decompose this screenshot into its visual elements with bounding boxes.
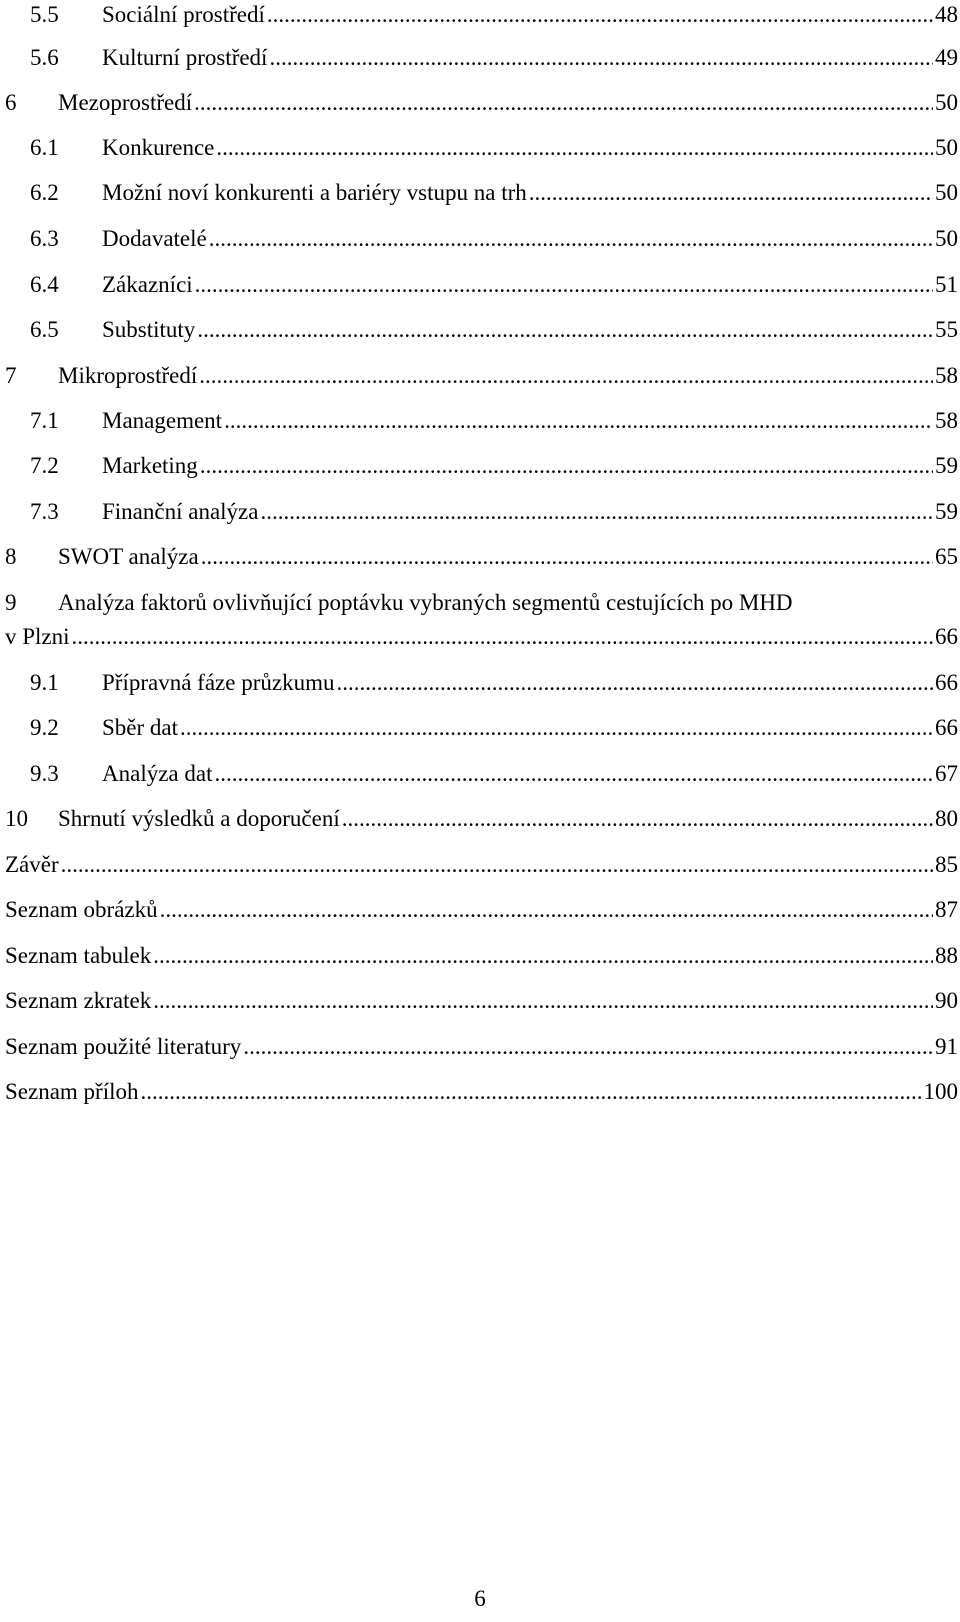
toc-entry[interactable] bbox=[0, 895, 960, 925]
toc-entry-page: 50 bbox=[935, 135, 958, 160]
toc-entry[interactable] bbox=[0, 315, 960, 345]
toc-leader-dots bbox=[153, 941, 933, 971]
toc-entry-number: 10 bbox=[5, 806, 28, 831]
toc-entry-page: 65 bbox=[935, 544, 958, 569]
toc-entry-wrapped[interactable] bbox=[0, 588, 960, 618]
toc-leader-dots bbox=[529, 178, 933, 208]
toc-entry-title: Dodavatelé bbox=[102, 226, 207, 251]
toc-leader-dots bbox=[267, 0, 933, 30]
toc-entry[interactable] bbox=[0, 88, 960, 118]
toc-entry-page: 88 bbox=[935, 943, 958, 968]
toc-entry-number: 9 bbox=[5, 590, 17, 615]
toc-entry-page: 66 bbox=[935, 670, 958, 695]
toc-entry-title: Management bbox=[102, 408, 223, 433]
toc-leader-dots bbox=[224, 406, 933, 436]
toc-entry-title: Marketing bbox=[102, 453, 198, 478]
toc-entry-page: 49 bbox=[935, 45, 958, 70]
toc-entry-number: 6.2 bbox=[30, 180, 59, 205]
toc-entry-number: 6 bbox=[5, 90, 17, 115]
toc-entry-page: 66 bbox=[935, 624, 958, 649]
toc-leader-dots bbox=[269, 43, 933, 73]
toc-leader-dots bbox=[194, 88, 933, 118]
toc-entry-page: 66 bbox=[935, 715, 958, 740]
toc-entry-page: 59 bbox=[935, 499, 958, 524]
toc-entry-number: 6.4 bbox=[30, 272, 59, 297]
toc-entry[interactable] bbox=[0, 759, 960, 789]
toc-entry[interactable] bbox=[0, 224, 960, 254]
toc-entry-page: 51 bbox=[935, 272, 958, 297]
toc-leader-dots bbox=[197, 315, 933, 345]
toc-entry-title: Seznam obrázků bbox=[5, 897, 158, 922]
toc-entry-page: 87 bbox=[935, 897, 958, 922]
toc-entry-title: Mikroprostředí bbox=[58, 363, 198, 388]
toc-entry-title: Zákazníci bbox=[102, 272, 193, 297]
toc-entry-page: 67 bbox=[935, 761, 958, 786]
toc-entry-number: 8 bbox=[5, 544, 17, 569]
toc-entry-page: 59 bbox=[935, 453, 958, 478]
toc-leader-dots bbox=[61, 850, 933, 880]
toc-entry-title: Přípravná fáze průzkumu bbox=[102, 670, 335, 695]
toc-entry-title: Seznam tabulek bbox=[5, 943, 152, 968]
toc-entry-page: 50 bbox=[935, 180, 958, 205]
toc-entry-page: 58 bbox=[935, 363, 958, 388]
toc-entry-page: 58 bbox=[935, 408, 958, 433]
toc-entry[interactable] bbox=[0, 406, 960, 436]
toc-entry-title: Závěr bbox=[5, 852, 59, 877]
toc-leader-dots bbox=[195, 270, 933, 300]
toc-entry-title: Sběr dat bbox=[102, 715, 179, 740]
toc-entry-page: 55 bbox=[935, 317, 958, 342]
toc-leader-dots bbox=[141, 1077, 922, 1107]
toc-entry[interactable] bbox=[0, 43, 960, 73]
toc-entry[interactable] bbox=[0, 0, 960, 30]
toc-leader-dots bbox=[214, 759, 933, 789]
toc-entry[interactable] bbox=[0, 668, 960, 698]
toc-entry-page: 85 bbox=[935, 852, 958, 877]
toc-entry-title: Sociální prostředí bbox=[102, 2, 265, 27]
toc-leader-dots bbox=[201, 542, 933, 572]
toc-entry[interactable] bbox=[0, 713, 960, 743]
toc-entry-title: Seznam použité literatury bbox=[5, 1034, 242, 1059]
toc-leader-dots bbox=[260, 497, 933, 527]
toc-entry-title: Seznam zkratek bbox=[5, 988, 152, 1013]
toc-leader-dots bbox=[72, 622, 933, 652]
toc-entry-number: 7 bbox=[5, 363, 17, 388]
toc-entry-number: 9.2 bbox=[30, 715, 59, 740]
toc-entry-title: Konkurence bbox=[102, 135, 215, 160]
toc-leader-dots bbox=[199, 361, 933, 391]
toc-entry-page: 50 bbox=[935, 90, 958, 115]
toc-entry-title: Seznam příloh bbox=[5, 1079, 139, 1104]
toc-entry-number: 6.1 bbox=[30, 135, 59, 160]
toc-leader-dots bbox=[336, 668, 933, 698]
toc-entry-number: 5.6 bbox=[30, 45, 59, 70]
toc-entry-title: Možní noví konkurenti a bariéry vstupu na trh bbox=[102, 180, 527, 205]
toc-entry-title-line2: v Plzni bbox=[5, 624, 70, 649]
toc-leader-dots bbox=[342, 804, 933, 834]
toc-entry[interactable] bbox=[0, 1077, 960, 1107]
toc-entry-title: Kulturní prostředí bbox=[102, 45, 268, 70]
toc-entry[interactable] bbox=[0, 178, 960, 208]
toc-entry-continuation[interactable] bbox=[0, 622, 960, 652]
toc-leader-dots bbox=[180, 713, 933, 743]
toc-entry-number: 6.3 bbox=[30, 226, 59, 251]
toc-entry-page: 50 bbox=[935, 226, 958, 251]
toc-entry-title: Substituty bbox=[102, 317, 196, 342]
toc-entry-title: Shrnutí výsledků a doporučení bbox=[58, 806, 340, 831]
toc-entry-title: Mezoprostředí bbox=[58, 90, 193, 115]
toc-entry[interactable] bbox=[0, 497, 960, 527]
toc-entry-number: 9.3 bbox=[30, 761, 59, 786]
toc-entry-page: 91 bbox=[935, 1034, 958, 1059]
toc-entry[interactable] bbox=[0, 1032, 960, 1062]
toc-entry-number: 6.5 bbox=[30, 317, 59, 342]
toc-entry-title-line1: Analýza faktorů ovlivňující poptávku vybraných segmentů cestujících po MHD bbox=[58, 590, 793, 615]
toc-entry-page: 90 bbox=[935, 988, 958, 1013]
toc-leader-dots bbox=[216, 133, 933, 163]
toc-entry-title: Analýza dat bbox=[102, 761, 213, 786]
toc-leader-dots bbox=[153, 986, 933, 1016]
toc-entry[interactable] bbox=[0, 804, 960, 834]
toc-entry[interactable] bbox=[0, 986, 960, 1016]
page-number: 6 bbox=[474, 1586, 486, 1611]
toc-entry-page: 48 bbox=[935, 2, 958, 27]
toc-entry[interactable] bbox=[0, 451, 960, 481]
toc-entry-page: 80 bbox=[935, 806, 958, 831]
toc-entry-number: 7.2 bbox=[30, 453, 59, 478]
toc-entry-title: SWOT analýza bbox=[58, 544, 199, 569]
toc-leader-dots bbox=[243, 1032, 933, 1062]
toc-entry-number: 7.1 bbox=[30, 408, 59, 433]
toc-entry[interactable] bbox=[0, 270, 960, 300]
toc-entry-number: 5.5 bbox=[30, 2, 59, 27]
toc-entry[interactable] bbox=[0, 133, 960, 163]
toc-entry[interactable] bbox=[0, 542, 960, 572]
toc-entry[interactable] bbox=[0, 941, 960, 971]
toc-leader-dots bbox=[160, 895, 933, 925]
toc-entry-title: Finanční analýza bbox=[102, 499, 259, 524]
toc-entry-number: 7.3 bbox=[30, 499, 59, 524]
toc-leader-dots bbox=[200, 451, 933, 481]
toc-entry-page: 100 bbox=[923, 1079, 958, 1104]
toc-entry[interactable] bbox=[0, 850, 960, 880]
toc-entry-number: 9.1 bbox=[30, 670, 59, 695]
toc-leader-dots bbox=[209, 224, 933, 254]
toc-entry[interactable] bbox=[0, 361, 960, 391]
